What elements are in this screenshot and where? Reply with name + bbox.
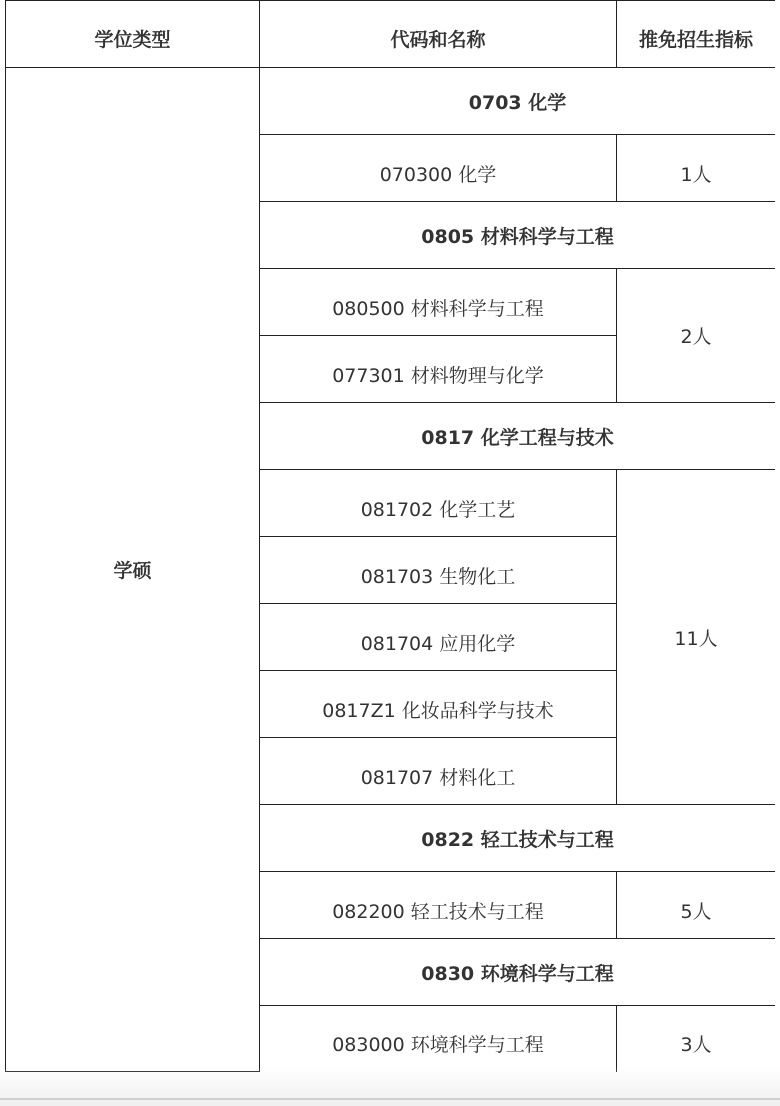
- major-cell: 081704 应用化学: [260, 604, 617, 671]
- discipline-title: 0805 材料科学与工程: [260, 202, 776, 269]
- table-header-row: [6, 1, 776, 68]
- header-code-name: 代码和名称: [260, 1, 617, 68]
- header-degree-type: 学位类型: [6, 1, 260, 68]
- major-cell: 082200 轻工技术与工程: [260, 872, 617, 939]
- quota-cell: 1人: [617, 135, 776, 202]
- recommendation-quota-table: [5, 0, 775, 1072]
- major-cell: 081702 化学工艺: [260, 470, 617, 537]
- quota-cell: 5人: [617, 872, 776, 939]
- discipline-title: 0817 化学工程与技术: [260, 403, 776, 470]
- quota-cell: 11人: [617, 470, 776, 805]
- discipline-title: 0822 轻工技术与工程: [260, 805, 776, 872]
- major-cell: 080500 材料科学与工程: [260, 269, 617, 336]
- major-cell: 070300 化学: [260, 135, 617, 202]
- major-cell: 083000 环境科学与工程: [260, 1006, 617, 1072]
- major-cell: 077301 材料物理与化学: [260, 336, 617, 403]
- major-cell: 081707 材料化工: [260, 738, 617, 805]
- quota-cell: 3人: [617, 1006, 776, 1072]
- discipline-title: 0703 化学: [260, 68, 776, 135]
- degree-type-cell: 学硕: [6, 68, 260, 1072]
- table-row: [6, 68, 776, 135]
- quota-cell: 2人: [617, 269, 776, 403]
- major-cell: 081703 生物化工: [260, 537, 617, 604]
- discipline-title: 0830 环境科学与工程: [260, 939, 776, 1006]
- quota-table-container: [5, 0, 775, 1106]
- major-cell: 0817Z1 化妆品科学与技术: [260, 671, 617, 738]
- header-quota: 推免招生指标: [617, 1, 776, 68]
- bottom-divider: [0, 1098, 780, 1100]
